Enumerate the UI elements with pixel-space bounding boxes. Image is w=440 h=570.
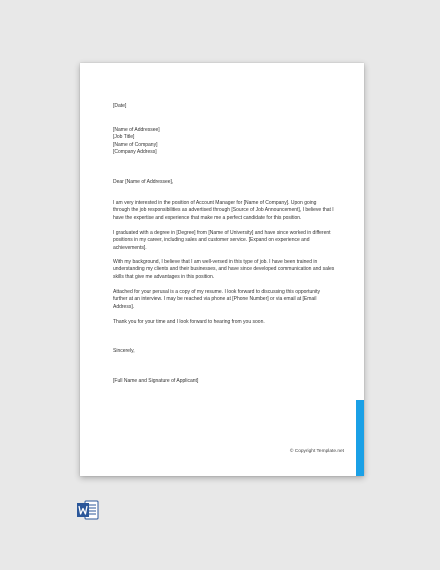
copyright-footer: © Copyright Template.net [289, 449, 344, 454]
paragraph-line: understanding my clients and their businesses, and have since developed communication and sales [113, 266, 335, 273]
paragraph-line: Thank you for your time and I look forward to hearing from you soon. [113, 319, 265, 325]
paragraph-line: positions in my career, including sales and customer service. [Expand on experience and [113, 237, 310, 244]
signature [113, 378, 331, 385]
paragraph-line: Address]. [113, 303, 135, 310]
salutation-text: Dear [Name of Addressee], [113, 179, 174, 185]
word-document-icon [77, 500, 99, 520]
paragraph-5 [113, 319, 331, 326]
paragraph-line: With my background, I believe that I am well-versed in this type of job. I have been trained in [113, 259, 318, 265]
recipient-company: [Name of Company] [113, 141, 158, 148]
paragraph-4 [113, 289, 331, 311]
paragraph-line: I graduated with a degree in [Degree] from [Name of University] and have since worked in different [113, 230, 331, 236]
paragraph-line: Attached for your perusal is a copy of my resume. I look forward to discussing this opportunity [113, 289, 321, 295]
paragraph-line: achievements]. [113, 244, 147, 251]
recipient-name: [Name of Addressee] [113, 127, 160, 133]
paragraph-2 [113, 230, 331, 252]
paragraph-line: through the job responsibilities as advertised through [Source of Job Announcement], I believe that I [113, 207, 334, 214]
closing-text: Sincerely, [113, 348, 135, 354]
date-line [113, 103, 331, 110]
accent-bar [356, 400, 364, 476]
recipient-address: [Company Address] [113, 148, 157, 155]
signature-text: [Full Name and Signature of Applicant] [113, 378, 199, 384]
paragraph-line: I am very interested in the position of Account Manager for [Name of Company]. Upon going [113, 200, 317, 206]
letter-page [80, 63, 364, 476]
paragraph-1 [113, 200, 334, 222]
closing [113, 348, 331, 355]
recipient-title: [Job Title] [113, 134, 135, 141]
paragraph-line: further at an interview. I may be reached via phone at [Phone Number] or via email at [Email [113, 296, 317, 303]
date-text: [Date] [113, 103, 127, 109]
paragraph-line: have the expertise and experience that make me a perfect candidate for this position. [113, 214, 302, 221]
paragraph-3 [113, 259, 335, 281]
recipient-block [113, 127, 331, 156]
salutation [113, 179, 331, 186]
paragraph-line: skills that give me advantages in this position. [113, 273, 215, 280]
